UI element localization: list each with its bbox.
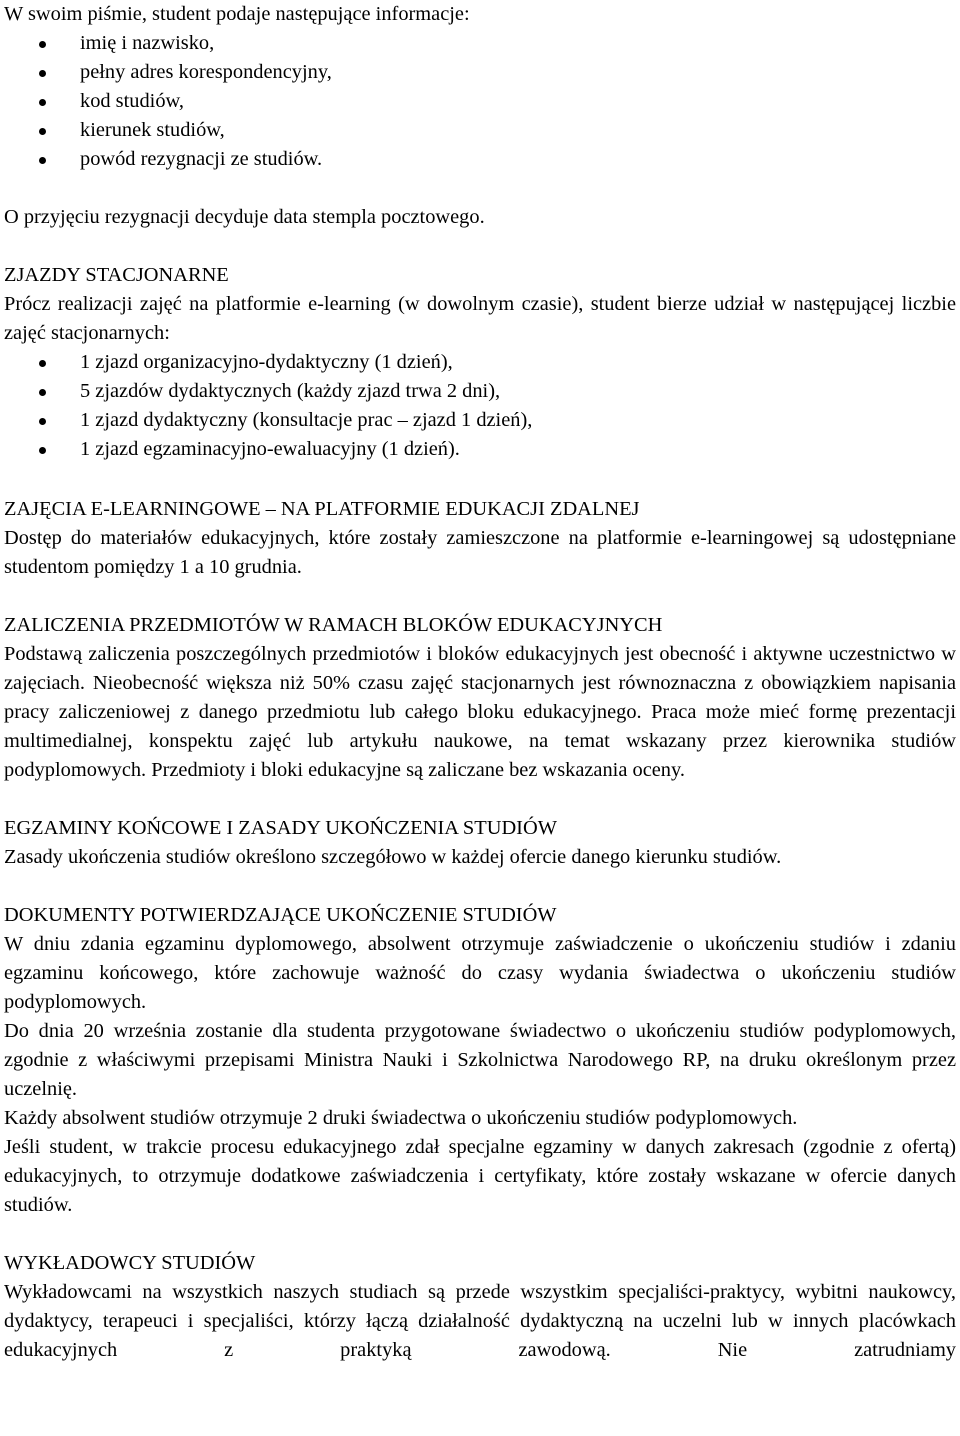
dokumenty-paragraph: Do dnia 20 września zostanie dla studenta przygotowane świadectwo o ukończeniu studiów podyplomowych, zgodnie z właściwymi przepisami Ministra Nauki i Szkolnictwa Narodowego RP, na druku określonym przez uczelnię. (4, 1020, 956, 1100)
section-dokumenty (4, 901, 956, 1220)
section-zjazdy (4, 261, 956, 464)
intro-lead: W swoim piśmie, student podaje następujące informacje: (4, 3, 470, 25)
spacer (4, 582, 956, 611)
list-item: 5 zjazdów dydaktycznych (każdy zjazd trwa 2 dni), (80, 377, 956, 406)
section-intro (4, 0, 956, 232)
zaliczenia-text: Podstawą zaliczenia poszczególnych przedmiotów i bloków edukacyjnych jest obecność i aktywne uczestnictwo w zajęciach. Nieobecność większa niż 50% czasu zajęć stacjonarnych jest równoznaczna z obowiązkiem napisania pracy zaliczeniowej z danego przedmiotu lub całego bloku edukacyjnego. Praca może mieć formę prezentacji multimedialnej, konspektu zajęć lub artykułu naukowe, na temat wskazany przez kierownika studiów podyplomowych. Przedmioty i bloki edukacyjne są zaliczane bez wskazania oceny. (4, 643, 956, 781)
list-item: kod studiów, (80, 87, 956, 116)
elearning-text: Dostęp do materiałów edukacyjnych, które zostały zamieszczone na platformie e-learningowej są udostępniane studentom pomiędzy 1 a 10 grudnia. (4, 527, 956, 578)
list-item: 1 zjazd dydaktyczny (konsultacje prac – zjazd 1 dzień), (80, 406, 956, 435)
section-wykladowcy (4, 1249, 956, 1365)
list-item: 1 zjazd organizacyjno-dydaktyczny (1 dzień), (80, 348, 956, 377)
list-item: powód rezygnacji ze studiów. (80, 145, 956, 174)
zjazdy-list (4, 348, 956, 464)
section-elearning (4, 495, 956, 582)
section-heading: EGZAMINY KOŃCOWE I ZASADY UKOŃCZENIA STUDIÓW (4, 817, 557, 839)
spacer (4, 232, 956, 261)
intro-list (4, 29, 956, 174)
list-item: 1 zjazd egzaminacyjno-ewaluacyjny (1 dzień). (80, 435, 956, 464)
section-heading: ZAJĘCIA E-LEARNINGOWE – NA PLATFORMIE EDUKACJI ZDALNEJ (4, 498, 640, 520)
section-zaliczenia (4, 611, 956, 785)
spacer (4, 174, 956, 203)
dokumenty-paragraph: Każdy absolwent studiów otrzymuje 2 druki świadectwa o ukończeniu studiów podyplomowych. (4, 1107, 798, 1129)
egzaminy-text: Zasady ukończenia studiów określono szczegółowo w każdej ofercie danego kierunku studiów. (4, 846, 782, 868)
dokumenty-paragraph: Jeśli student, w trakcie procesu edukacyjnego zdał specjalne egzaminy w danych zakresach (zgodnie z ofertą) edukacyjnych, to otrzymuje dodatkowe zaświadczenia i certyfikaty, które zostały wskazane w ofercie danych studiów. (4, 1136, 956, 1216)
zjazdy-lead: Prócz realizacji zajęć na platformie e-learning (w dowolnym czasie), student bierze udział w następującej liczbie zajęć stacjonarnych: (4, 293, 956, 344)
spacer (4, 785, 956, 814)
spacer (4, 872, 956, 901)
spacer (4, 464, 956, 495)
section-egzaminy (4, 814, 956, 872)
list-item: pełny adres korespondencyjny, (80, 58, 956, 87)
section-heading: DOKUMENTY POTWIERDZAJĄCE UKOŃCZENIE STUDIÓW (4, 904, 557, 926)
spacer (4, 1220, 956, 1249)
dokumenty-paragraph: W dniu zdania egzaminu dyplomowego, absolwent otrzymuje zaświadczenie o ukończeniu studiów i zdaniu egzaminu końcowego, które zachowuje ważność do czasy wydania świadectwa o ukończeniu studiów podyplomowych. (4, 933, 956, 1013)
section-heading: ZALICZENIA PRZEDMIOTÓW W RAMACH BLOKÓW EDUKACYJNYCH (4, 614, 663, 636)
intro-closing: O przyjęciu rezygnacji decyduje data stempla pocztowego. (4, 206, 485, 228)
wykladowcy-text: Wykładowcami na wszystkich naszych studiach są przede wszystkim specjaliści-praktycy, wybitni naukowcy, dydaktycy, terapeuci i specjaliści, którzy łączą działalność dydaktyczną na uczelni lub w innych placówkach edukacyjnych z praktyką zawodową. Nie zatrudniamy (4, 1281, 956, 1361)
section-heading: WYKŁADOWCY STUDIÓW (4, 1252, 256, 1274)
list-item: imię i nazwisko, (80, 29, 956, 58)
section-heading: ZJAZDY STACJONARNE (4, 264, 229, 286)
list-item: kierunek studiów, (80, 116, 956, 145)
